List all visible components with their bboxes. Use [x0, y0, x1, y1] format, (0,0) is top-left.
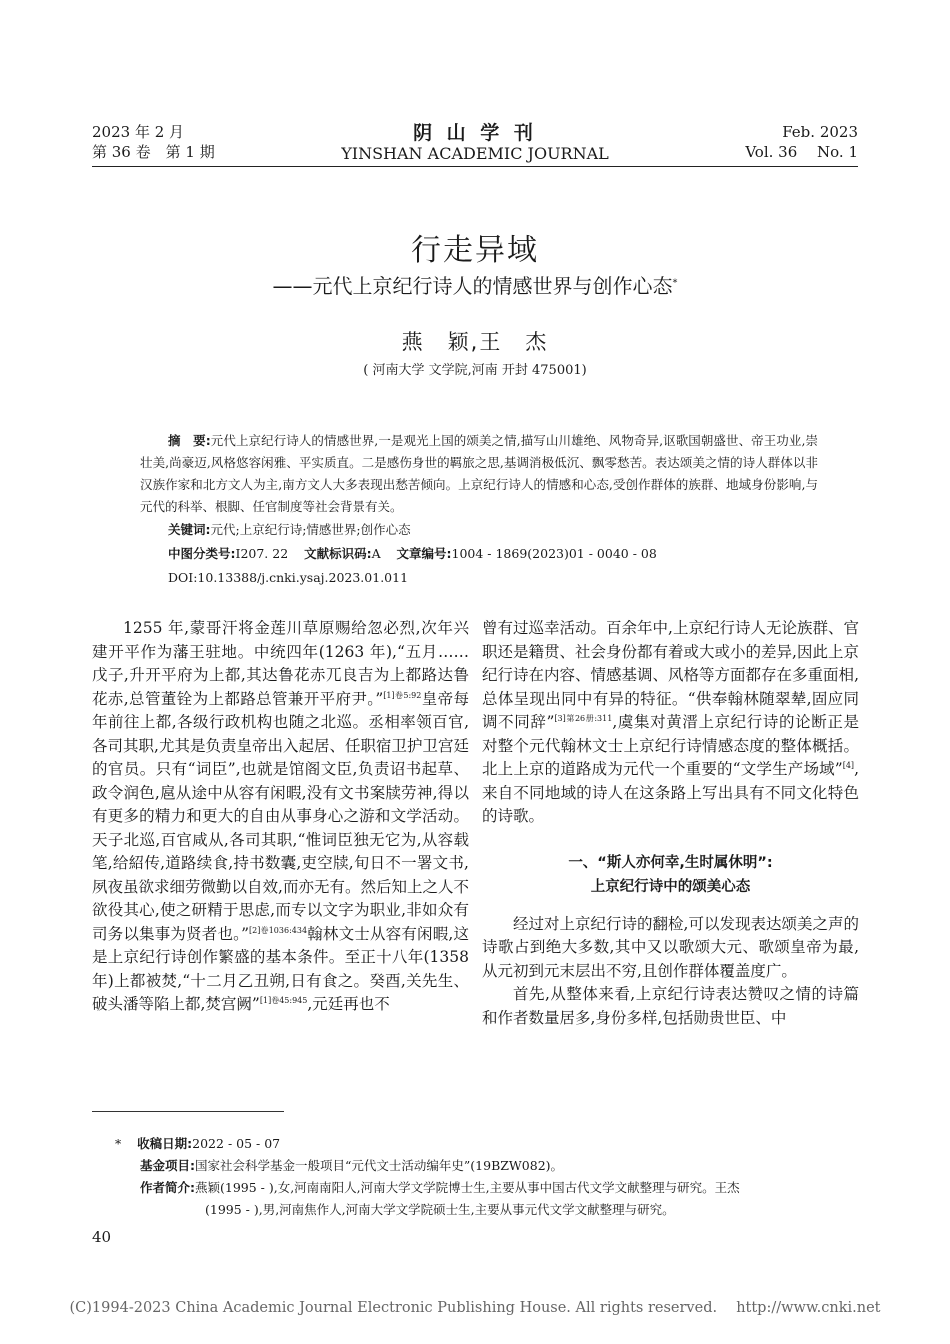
clc-label: 中图分类号:: [168, 546, 236, 561]
header-date-cn: 2023 年 2 月: [92, 123, 185, 141]
article-authors: 燕 颖,王 杰: [401, 330, 549, 354]
abstract: [140, 430, 818, 518]
body-paragraph: [92, 617, 469, 1017]
author-bio-line1: 燕颖(1995 - ),女,河南南阳人,河南大学文学院博士生,主要从事中国古代文学文献整理与研究。王杰: [195, 1180, 740, 1195]
received-date: 2022 - 05 - 07: [192, 1136, 281, 1151]
classification-line: [168, 543, 657, 565]
body-paragraph: 首先,从整体来看,上京纪行诗表达赞叹之情的诗篇和作者数量居多,身份多样,包括勋贵世臣、中: [482, 985, 859, 1027]
article-title: 行走异域: [411, 233, 539, 268]
article-no-value: 1004 - 1869(2023)01 - 0040 - 08: [451, 546, 657, 561]
header-rule: [92, 166, 858, 167]
article-affiliation: ( 河南大学 文学院,河南 开封 475001): [363, 363, 587, 378]
section-heading: [482, 851, 859, 899]
section-heading-line2: 上京纪行诗中的颂美心态: [590, 878, 751, 895]
header-date-en: Feb. 2023: [782, 123, 858, 141]
doc-code-label: 文献标识码:: [304, 546, 372, 561]
journal-name-en: YINSHAN ACADEMIC JOURNAL: [341, 144, 609, 163]
fund-label: 基金项目:: [140, 1158, 195, 1173]
text-run: 皇帝每年前往上都,各级行政机构也随之北巡。丞相率领百官,各司其职,尤其是负责皇帝出入起居、任职宿卫护卫宫廷的官员。只有“词臣”,也就是馆阁文臣,负责诏书起草、政令润色,扈从途中从容有闲暇,没有文书案牍劳神,得以有更多的精力和更大的自由从事身心之游和文学活动。天子北巡,百官咸从,各司其职,“惟词臣独无它为,从容载笔,给紹传,道路续食,持书数囊,吏空牍,旬日不一署文书,夙夜虽欲求细劳微勤以自效,而亦无有。然后知上之人不欲役其心,使之研精于思虑,而专以文字为职业,非如众有司务以集事为贤者也。”: [92, 689, 469, 943]
text-run: 翰林文士从容有闲暇,这是上京纪行诗创作繁盛的基本条件。至正十八年(1358 年)上都被焚,“十二月乙丑朔,日有食之。癸酉,关先生、破头潘等陷上都,焚宫阙”: [92, 924, 469, 1013]
received-label: 收稿日期:: [137, 1136, 193, 1151]
body-right-column: [482, 617, 859, 1030]
doc-code-value: A: [371, 546, 381, 561]
subtitle-text: ——元代上京纪行诗人的情感世界与创作心态: [272, 274, 673, 298]
footnote-fund: [115, 1155, 865, 1177]
keywords: 元代;上京纪行诗;情感世界;创作心态: [210, 522, 411, 537]
header-issue-cn: 第 36 卷 第 1 期: [92, 143, 215, 161]
body-paragraph: 经过对上京纪行诗的翻检,可以发现表达颂美之声的诗歌占到绝大多数,其中又以歌颂大元、歌颂皇帝为最,从元初到元末层出不穷,且创作群体覆盖度广。: [482, 914, 859, 980]
abstract-label: 摘 要:: [168, 433, 211, 448]
footnote-author: [115, 1177, 865, 1199]
keywords-label: 关键词:: [168, 522, 211, 537]
citation: [2]卷1036:434: [249, 925, 308, 935]
article-subtitle: [0, 270, 950, 299]
clc-value: I207. 22: [235, 546, 289, 561]
citation: [1]卷45:945: [259, 995, 308, 1005]
citation: [4]: [842, 760, 855, 770]
footnote-rule: [92, 1111, 284, 1112]
footnote-mark: *: [115, 1136, 122, 1151]
keywords-line: [168, 519, 411, 541]
section-heading-line1: 一、“斯人亦何幸,生时属休明”:: [568, 854, 773, 871]
body-left-column: [92, 617, 469, 1017]
header-issue-en: Vol. 36 No. 1: [745, 143, 858, 161]
journal-name-cn: 阴 山 学 刊: [413, 122, 537, 144]
body-paragraph: [482, 617, 859, 829]
copyright-line: (C)1994-2023 China Academic Journal Electronic Publishing House. All rights reserved. http://www.cnki.net: [69, 1300, 881, 1316]
header-right: [745, 122, 858, 162]
subtitle-footnote-mark: *: [672, 277, 678, 289]
text-run: ,元廷再也不: [307, 995, 390, 1013]
fund-text: 国家社会科学基金一般项目“元代文士活动编年史”(19BZW082)。: [195, 1158, 564, 1173]
footnotes: [115, 1133, 865, 1221]
abstract-text: 元代上京纪行诗人的情感世界,一是观光上国的颂美之情,描写山川雄绝、风物奇异,讴歌国朝盛世、帝王功业,崇壮美,尚豪迈,风格悠容闲雅、平实质直。二是感伤身世的羁旅之思,基调消极低沉、飘零愁苦。表达颂美之情的诗人群体以非汉族作家和北方文人为主,南方文人大多表现出愁苦倾向。上京纪行诗人的情感和心态,受创作群体的族群、地域身份影响,与元代的科举、根脚、任官制度等社会背景有关。: [140, 433, 818, 514]
text-run: ,来自不同地域的诗人在这条路上写出具有不同文化特色的诗歌。: [482, 760, 859, 825]
footnote-author-cont: (1995 - ),男,河南焦作人,河南大学文学院硕士生,主要从事元代文学文献整理与研究。: [205, 1202, 675, 1217]
text-run: ,虞集对黄溍上京纪行诗的论断正是对整个元代翰林文士上京纪行诗情感态度的整体概括。北上上京的道路成为元代一个重要的“文学生产场域”: [482, 713, 859, 778]
citation: [3]第26册:311: [554, 713, 613, 723]
page-number: 40: [92, 1228, 112, 1246]
footnote-received: [115, 1133, 865, 1155]
author-label: 作者简介:: [140, 1180, 195, 1195]
text-run: 1255 年,蒙哥汗将金莲川草原赐给忽必烈,次年兴建开平作为藩王驻地。中统四年(1263 年),“五月……戊子,升开平府为上都,其达鲁花赤兀良吉为上都路达鲁花赤,总管董铨为上都路总管兼开平府尹。”: [92, 619, 469, 708]
article-no-label: 文章编号:: [396, 546, 452, 561]
doi: DOI:10.13388/j.cnki.ysaj.2023.01.011: [168, 570, 409, 585]
text-run: 曾有过巡幸活动。百余年中,上京纪行诗人无论族群、官职还是籍贯、社会身份都有着或大或小的差异,因此上京纪行诗在内容、情感基调、风格等方面都存在多重面相,总体呈现出同中有异的特征。“供奉翰林随翠辇,固应同调不同辞”: [482, 619, 859, 731]
citation: [1]卷5:92: [383, 690, 422, 700]
